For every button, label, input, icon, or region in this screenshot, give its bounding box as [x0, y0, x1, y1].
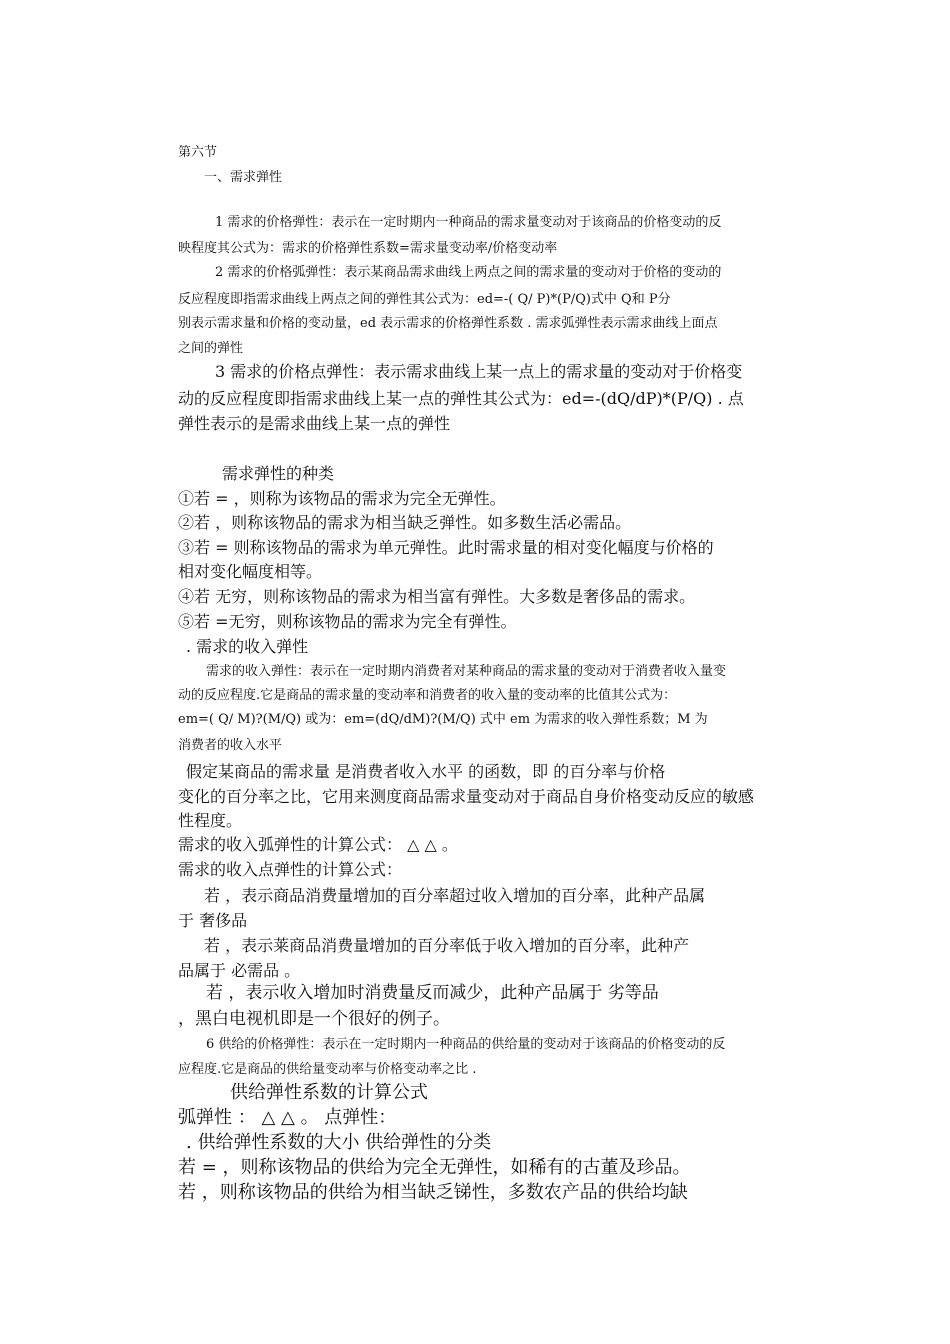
paragraph-line: 需求的收入弹性：表示在一定时期内消费者对某种商品的需求量的变动对于消费者收入量变 [206, 664, 727, 679]
paragraph-line: 动的反应程度.它是商品的需求量的变动率和消费者的收入量的变动率的比值其公式为： [178, 688, 677, 703]
formula-line: 需求的收入弧弹性的计算公式： △ △ 。 [178, 835, 458, 854]
subheading-demand-elasticity: 一、需求弹性 [204, 170, 283, 185]
paragraph-line: 2 需求的价格弧弹性：表示某商品需求曲线上两点之间的需求量的变动对于价格的变动的 [215, 265, 722, 280]
paragraph-line: 1 需求的价格弹性：表示在一定时期内一种商品的需求量变动对于该商品的价格变动的反 [215, 215, 722, 230]
formula-line: 弧弹性 ： △ △ 。 点弹性： [178, 1107, 397, 1128]
formula-line: 需求的收入点弹性的计算公式： [178, 860, 403, 879]
paragraph-line: 假定某商品的需求量 是消费者收入水平 的函数，即 的百分率与价格 [186, 762, 666, 781]
paragraph-line: em=( Q/ M)?(M/Q) 或为：em=(dQ/dM)?(M/Q) 式中 em 为需求的收入弹性系数；M 为 [178, 712, 708, 727]
paragraph-line: 映程度其公式为：需求的价格弹性系数=需求量变动率/价格变动率 [178, 241, 558, 256]
type-item: ②若 ，则称该物品的需求为相当缺乏弹性。如多数生活必需品。 [178, 513, 632, 532]
type-item: 相对变化幅度相等。 [178, 562, 323, 581]
type-item: ④若 无穷，则称该物品的需求为相当富有弹性。大多数是奢侈品的需求。 [178, 587, 696, 606]
supply-type-item: 若 ，则称该物品的供给为相当缺乏锑性，多数农产品的供给均缺 [178, 1182, 688, 1203]
type-item: ③若 = 则称该物品的需求为单元弹性。此时需求量的相对变化幅度与价格的 [178, 538, 714, 557]
types-heading: 需求弹性的种类 [222, 464, 335, 483]
section-title: 第六节 [178, 145, 218, 160]
paragraph-line: 别表示需求量和价格的变动量，ed 表示需求的价格弹性系数 . 需求弧弹性表示需求曲线上面点 [178, 316, 718, 331]
paragraph-line: 动的反应程度即指需求曲线上某一点的弹性其公式为：ed=-(dQ/dP)*(P/Q) . 点 [178, 389, 744, 408]
type-item: ⑤若 =无穷，则称该物品的需求为完全有弹性。 [178, 612, 517, 631]
paragraph-line: 消费者的收入水平 [178, 738, 283, 753]
paragraph-line: 反应程度即指需求曲线上两点之间的弹性其公式为：ed=-( Q/ P)*(P/Q)式中 Q和 P分 [178, 292, 671, 307]
paragraph-line: 若 ，表示商品消费量增加的百分率超过收入增加的百分率，此种产品属 [204, 886, 706, 905]
supply-formula-heading: 供给弹性系数的计算公式 [230, 1082, 428, 1103]
paragraph-line: 3 需求的价格点弹性：表示需求曲线上某一点上的需求量的变动对于价格变 [215, 362, 743, 381]
paragraph-line: 弹性表示的是需求曲线上某一点的弹性 [178, 414, 451, 433]
supply-size-heading: . 供给弹性系数的大小 供给弹性的分类 [186, 1132, 492, 1153]
paragraph-line: 之间的弹性 [178, 341, 244, 356]
paragraph-line: 若 ，表示莱商品消费量增加的百分率低于收入增加的百分率，此种产 [204, 936, 690, 955]
paragraph-line: 变化的百分率之比，它用来测度商品需求量变动对于商品自身价格变动反应的敏感 [178, 787, 755, 806]
paragraph-line: 性程度。 [178, 811, 243, 830]
income-heading: . 需求的收入弹性 [186, 637, 309, 656]
paragraph-line: 若 ，表示收入增加时消费量反而减少，此种产品属于 劣等品 [206, 983, 659, 1003]
paragraph-line: 6 供给的价格弹性：表示在一定时期内一种商品的供给量的变动对于该商品的价格变动的反 [206, 1037, 726, 1052]
paragraph-line: 品属于 必需品 。 [178, 961, 301, 980]
supply-type-item: 若 = ，则称该物品的供给为完全无弹性，如稀有的古董及珍品。 [178, 1157, 691, 1178]
paragraph-line: 应程度.它是商品的供给量变动率与价格变动率之比 . [178, 1062, 477, 1077]
paragraph-line: ，黑白电视机即是一个很好的例子。 [178, 1009, 450, 1029]
paragraph-line: 于 奢侈品 [178, 911, 248, 930]
type-item: ①若 = ，则称为该物品的需求为完全无弹性。 [178, 489, 506, 508]
